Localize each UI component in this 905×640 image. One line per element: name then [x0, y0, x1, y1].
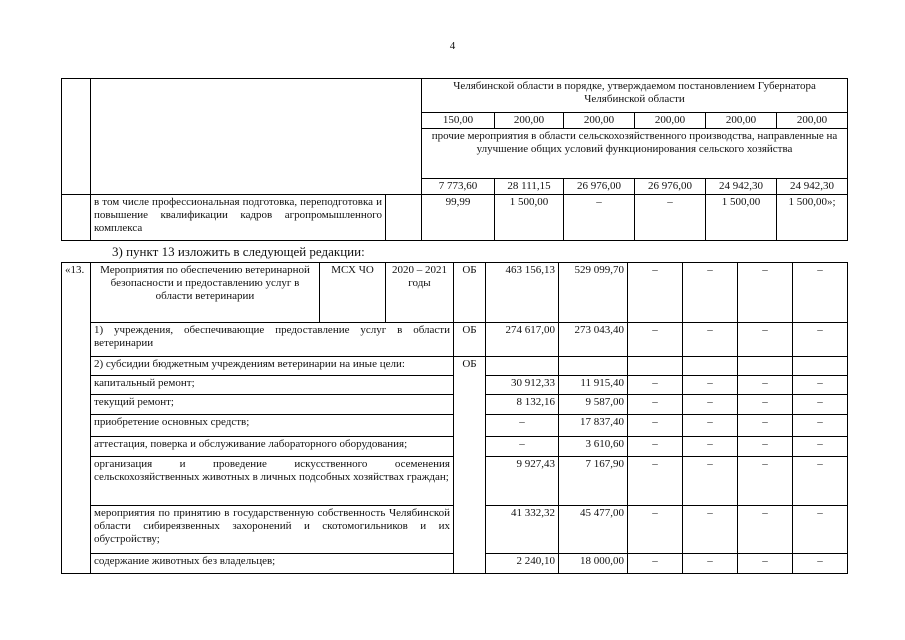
main-row-1: 1) учреждения, обеспечивающие предоставление услуг в области ветеринарии ОБ 274 617,00 273 043,40 – – – –	[62, 323, 848, 357]
section-heading: 3) пункт 13 изложить в следующей редакции:	[112, 244, 365, 259]
training-label: в том числе профессиональная подготовка, переподготовка и повышение квалификации кадров агропромышленного комплекса	[91, 195, 386, 241]
top-row2: 7 773,60 28 111,15 26 976,00 26 976,00 24 942,30 24 942,30	[62, 179, 848, 195]
top-name-cell	[91, 79, 422, 195]
top-row3: в том числе профессиональная подготовка, переподготовка и повышение квалификации кадров агропромышленного комплекса 99,99 1 500,00 – – 1 500,00 1 500,00»;	[62, 195, 848, 241]
main-row-13: «13. Мероприятия по обеспечению ветеринарной безопасности и предоставлению услуг в области ветеринарии МСХ ЧО 2020 – 2021 годы ОБ 463 156,13 529 099,70 – – – –	[62, 263, 848, 323]
main-table	[61, 262, 848, 574]
item-name: Мероприятия по обеспечению ветеринарной безопасности и предоставлению услуг в области ветеринарии	[91, 263, 320, 323]
main-row-9: содержание животных без владельцев; 2 240,10 18 000,00 – – – –	[62, 554, 848, 574]
main-row-2: 2) субсидии бюджетным учреждениям ветеринарии на иные цели: ОБ	[62, 357, 848, 376]
item-source: ОБ	[454, 263, 486, 323]
main-row-6: аттестация, поверка и обслуживание лабораторного оборудования; – 3 610,60 – – – –	[62, 437, 848, 457]
top-table	[61, 78, 848, 241]
main-row-7: организация и проведение искусственного осеменения сельскохозяйственных животных в личных подсобных хозяйствах граждан; 9 927,43 7 167,90 – – – –	[62, 457, 848, 506]
top-row1: 150,00 200,00 200,00 200,00 200,00 200,00	[62, 113, 848, 129]
item-period: 2020 – 2021 годы	[386, 263, 454, 323]
top-desc2: прочие мероприятия в области сельскохозяйственного производства, направленные на улучшение общих условий функционирования сельского хозяйства	[422, 129, 848, 179]
main-row-5: приобретение основных средств; – 17 837,40 – – – –	[62, 415, 848, 437]
main-row-3: капитальный ремонт; 30 912,33 11 915,40 – – – –	[62, 376, 848, 395]
main-row-8: мероприятия по принятию в государственную собственность Челябинской области сибиреязвенных захоронений и скотомогильников и их обустройству; 41 332,32 45 477,00 – – – –	[62, 506, 848, 554]
main-row-4: текущий ремонт; 8 132,16 9 587,00 – – – –	[62, 395, 848, 415]
top-num-cell	[62, 79, 91, 195]
top-desc1: Челябинской области в порядке, утверждаемом постановлением Губернатора Челябинской области	[422, 79, 848, 113]
item-executor: МСХ ЧО	[320, 263, 386, 323]
item-number: «13.	[62, 263, 91, 574]
page-number: 4	[449, 40, 456, 52]
